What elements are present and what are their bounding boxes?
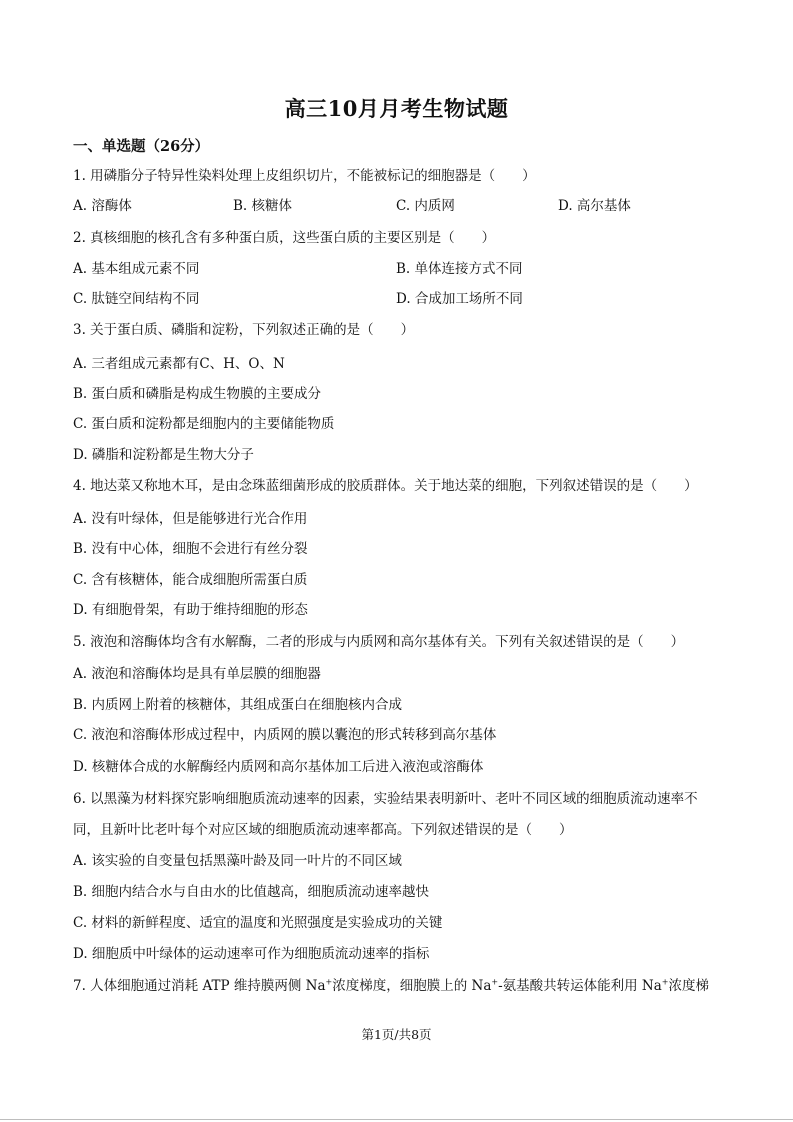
question-5-stem: 5. 液泡和溶酶体均含有水解酶，二者的形成与内质网和高尔基体有关。下列有关叙述错误的是（ ） xyxy=(73,634,685,650)
question-2-option-b: B. 单体连接方式不同 xyxy=(396,261,523,277)
question-3-option-c: C. 蛋白质和淀粉都是细胞内的主要储能物质 xyxy=(73,416,335,432)
question-6-option-a: A. 该实验的自变量包括黑藻叶龄及同一叶片的不同区域 xyxy=(73,853,402,869)
question-7-text-2: 浓度梯度，细胞膜上的 Na xyxy=(332,978,492,994)
question-1-option-b: B. 核糖体 xyxy=(233,198,293,214)
question-7-stem xyxy=(73,977,709,995)
question-7-text-3: -氨基酸共转运体能利用 Na xyxy=(498,978,662,994)
question-4-option-b: B. 没有中心体，细胞不会进行有丝分裂 xyxy=(73,541,308,557)
question-5-option-a: A. 液泡和溶酶体均是具有单层膜的细胞器 xyxy=(73,666,321,682)
question-4-stem: 4. 地达菜又称地木耳，是由念珠蓝细菌形成的胶质群体。关于地达菜的细胞，下列叙述错误的是（ ） xyxy=(73,478,698,494)
page-footer: 第1页/共8页 xyxy=(361,1027,432,1042)
question-6-stem-line-2: 同，且新叶比老叶每个对应区域的细胞质流动速率都高。下列叙述错误的是（ ） xyxy=(73,822,573,838)
question-3-option-d: D. 磷脂和淀粉都是生物大分子 xyxy=(73,447,254,463)
question-4-option-a: A. 没有叶绿体，但是能够进行光合作用 xyxy=(73,511,308,527)
question-1-option-d: D. 高尔基体 xyxy=(558,198,631,214)
section-heading: 一、单选题（26分） xyxy=(73,138,210,155)
question-7-text-4: 浓度梯 xyxy=(668,978,709,994)
superscript-plus: + xyxy=(661,977,669,987)
question-3-stem: 3. 关于蛋白质、磷脂和淀粉，下列叙述正确的是（ ） xyxy=(73,322,415,338)
question-2-option-d: D. 合成加工场所不同 xyxy=(396,291,523,307)
question-1-option-c: C. 内质网 xyxy=(396,198,455,214)
question-1-stem: 1. 用磷脂分子特异性染料处理上皮组织切片，不能被标记的细胞器是（ ） xyxy=(73,168,536,184)
question-1-option-a: A. 溶酶体 xyxy=(73,198,132,214)
question-5-option-d: D. 核糖体合成的水解酶经内质网和高尔基体加工后进入液泡或溶酶体 xyxy=(73,759,484,775)
question-6-option-d: D. 细胞质中叶绿体的运动速率可作为细胞质流动速率的指标 xyxy=(73,946,430,962)
question-2-option-c: C. 肽链空间结构不同 xyxy=(73,291,200,307)
question-6-option-c: C. 材料的新鲜程度、适宜的温度和光照强度是实验成功的关键 xyxy=(73,915,443,931)
question-3-option-b: B. 蛋白质和磷脂是构成生物膜的主要成分 xyxy=(73,386,322,402)
page-bottom-divider xyxy=(0,1119,793,1120)
question-5-option-b: B. 内质网上附着的核糖体，其组成蛋白在细胞核内合成 xyxy=(73,697,403,713)
question-6-stem-line-1: 6. 以黑藻为材料探究影响细胞质流动速率的因素，实验结果表明新叶、老叶不同区域的细胞质流动速率不 xyxy=(73,791,698,807)
question-6-option-b: B. 细胞内结合水与自由水的比值越高，细胞质流动速率越快 xyxy=(73,884,430,900)
question-2-option-a: A. 基本组成元素不同 xyxy=(73,261,200,277)
question-4-option-d: D. 有细胞骨架，有助于维持细胞的形态 xyxy=(73,602,308,618)
superscript-plus: + xyxy=(491,977,499,987)
question-5-option-c: C. 液泡和溶酶体形成过程中，内质网的膜以囊泡的形式转移到高尔基体 xyxy=(73,727,497,743)
superscript-plus: + xyxy=(325,977,333,987)
question-3-option-a: A. 三者组成元素都有C、H、O、N xyxy=(73,356,285,372)
page-title: 高三10月月考生物试题 xyxy=(284,96,509,121)
question-7-text-1: 7. 人体细胞通过消耗 ATP 维持膜两侧 Na xyxy=(73,978,326,994)
question-2-stem: 2. 真核细胞的核孔含有多种蛋白质，这些蛋白质的主要区别是（ ） xyxy=(73,230,496,246)
question-4-option-c: C. 含有核糖体，能合成细胞所需蛋白质 xyxy=(73,572,308,588)
